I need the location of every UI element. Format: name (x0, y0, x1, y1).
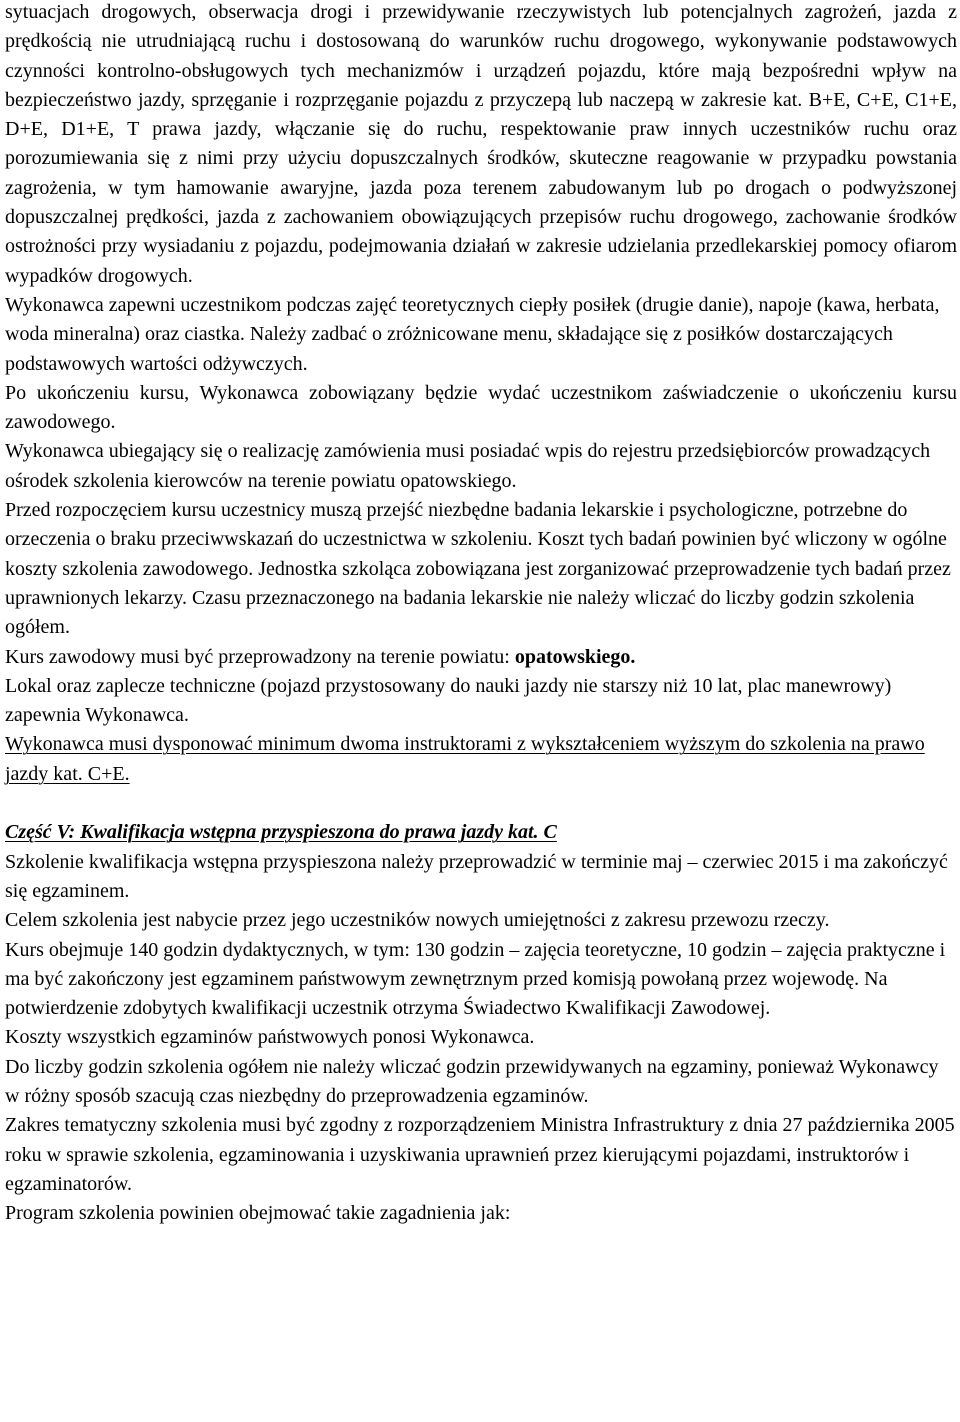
paragraph-schedule: Szkolenie kwalifikacja wstępna przyspieszona należy przeprowadzić w terminie maj – czerwiec 2015 i ma zakończyć się egzaminem. (5, 850, 948, 902)
paragraph-exam-costs: Koszty wszystkich egzaminów państwowych ponosi Wykonawca. (5, 1026, 535, 1049)
paragraph-instructors (5, 730, 957, 789)
paragraph-goal: Celem szkolenia jest nabycie przez jego uczestników nowych umiejętności z zakresu przewozu rzeczy. (5, 909, 830, 932)
paragraph-medical: Przed rozpoczęciem kursu uczestnicy muszą przejść niezbędne badania lekarskie i psychologiczne, potrzebne do orzeczenia o braku przeciwwskazań do uczestnictwa w szkoleniu. Koszt tych badań powinien być wliczony w ogólne koszty szkolenia zawodowego. Jednostka szkoląca zobowiązana jest zorganizować przeprowadzenie tych badań przez uprawnionych lekarzy. Czasu przeznaczonego na badania lekarskie nie należy wliczać do liczby godzin szkolenia ogółem. (5, 499, 951, 639)
paragraph-hours: Kurs obejmuje 140 godzin dydaktycznych, w tym: 130 godzin – zajęcia teoretyczne, 10 godzin – zajęcia praktyczne i ma być zakończony jest egzaminem państwowym zewnętrznym przed komisją powołaną przez wojewodę. Na potwierdzenie zdobytych kwalifikacji uczestnik otrzyma Świadectwo Kwalifikacji Zawodowej. (5, 938, 946, 1020)
document-page (5, 0, 957, 1228)
paragraph-exam-hours: Do liczby godzin szkolenia ogółem nie należy wliczać godzin przewidywanych na egzaminy, ponieważ Wykonawcy w różny sposób szacują czas niezbędny do przeprowadzenia egzaminów. (5, 1055, 939, 1107)
paragraph-registry: Wykonawca ubiegający się o realizację zamówienia musi posiadać wpis do rejestru przedsiębiorców prowadzących ośrodek szkolenia kierowców na terenie powiatu opatowskiego. (5, 440, 931, 492)
blank-line (5, 789, 957, 818)
paragraph-location (5, 643, 957, 672)
section-heading-container (5, 818, 957, 847)
location-county: opatowskiego. (514, 645, 636, 668)
section-heading: Część V: Kwalifikacja wstępna przyspieszona do prawa jazdy kat. C (5, 821, 557, 844)
paragraph-meals: Wykonawca zapewni uczestnikom podczas zajęć teoretycznych ciepły posiłek (drugie danie), napoje (kawa, herbata, woda mineralna) oraz ciastka. Należy zadbać o zróżnicowane menu, składające się z posiłków dostarczających podstawowych wartości odżywczych. (5, 293, 940, 375)
instructors-text: Wykonawca musi dysponować minimum dwoma instruktorami z wykształceniem wyższym do szkolenia na prawo jazdy kat. C+E. (5, 733, 925, 785)
paragraph-regulation: Zakres tematyczny szkolenia musi być zgodny z rozporządzeniem Ministra Infrastruktury z dnia 27 października 2005 roku w sprawie szkolenia, egzaminowania i uzyskiwania uprawnień przez kierującymi pojazdami, instruktorów i egzaminatorów. (5, 1114, 955, 1195)
paragraph-premises: Lokal oraz zaplecze techniczne (pojazd przystosowany do nauki jazdy nie starszy niż 10 lat, plac manewrowy) zapewnia Wykonawca. (5, 674, 892, 727)
paragraph-driving-scope: sytuacjach drogowych, obserwacja drogi i przewidywanie rzeczywistych lub potencjalnych zagrożeń, jazda z prędkością nie utrudniającą ruchu i dostosowaną do warunków ruchu drogowego, wykonywanie podstawowych czynności kontrolno-obsługowych tych mechanizmów i urządzeń pojazdu, które mają bezpośredni wpływ na bezpieczeństwo jazdy, sprzęganie i rozprzęganie pojazdu z przyczepą lub naczepą w zakresie kat. B+E, C+E, C1+E, D+E, D1+E, T prawa jazdy, włączanie się do ruchu, respektowanie praw innych uczestników ruchu oraz porozumiewania się z nimi przy użyciu dopuszczalnych środków, skuteczne reagowanie w przypadku powstania zagrożenia, w tym hamowanie awaryjne, jazda poza terenem zabudowanym lub po drogach o podwyższonej dopuszczalnej prędkości, jazda z zachowaniem obowiązujących przepisów ruchu drogowego, zachowanie środków ostrożności przy wysiadaniu z pojazdu, podejmowania działań w zakresie udzielania przedlekarskiej pomocy ofiarom wypadków drogowych. (5, 1, 957, 287)
paragraph-program: Program szkolenia powinien obejmować takie zagadnienia jak: (5, 1202, 511, 1225)
location-text: Kurs zawodowy musi być przeprowadzony na terenie powiatu: (5, 645, 515, 668)
paragraph-certificate: Po ukończeniu kursu, Wykonawca zobowiązany będzie wydać uczestnikom zaświadczenie o ukończeniu kursu zawodowego. (5, 381, 957, 434)
